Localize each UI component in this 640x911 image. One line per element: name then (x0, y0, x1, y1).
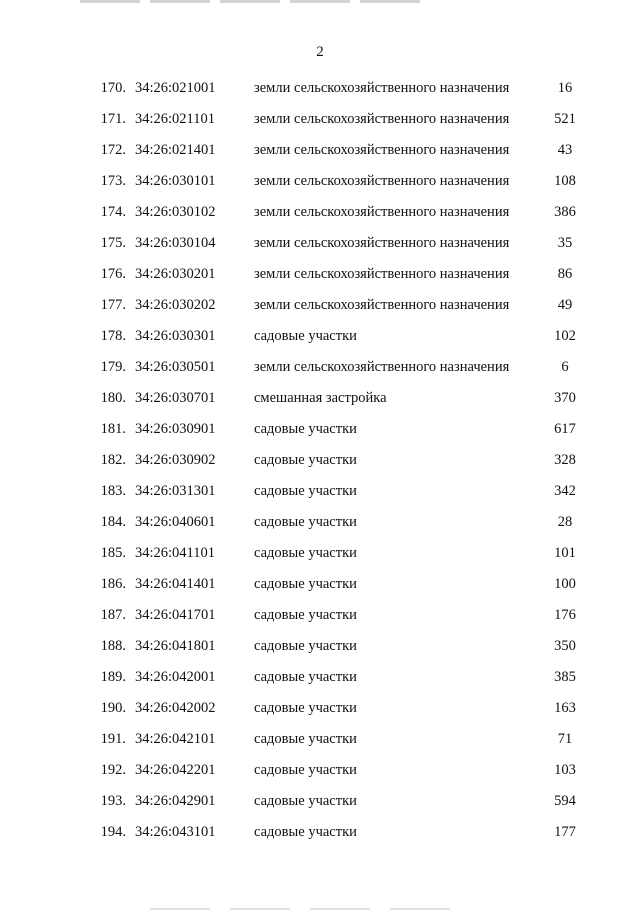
scan-artifact-bottom (150, 908, 470, 910)
cadastral-code: 34:26:030701 (135, 390, 216, 406)
row-number: 190. (100, 700, 126, 716)
area-value: 350 (554, 638, 576, 654)
row-number: 192. (100, 762, 126, 778)
land-category: земли сельскохозяйственного назначения (254, 359, 510, 375)
cadastral-code: 34:26:041401 (135, 576, 216, 592)
table-row (0, 786, 640, 817)
area-value: 328 (554, 452, 576, 468)
land-category: земли сельскохозяйственного назначения (254, 266, 510, 282)
table-row (0, 321, 640, 352)
cadastral-code: 34:26:030902 (135, 452, 216, 468)
table-row (0, 600, 640, 631)
cadastral-code: 34:26:041801 (135, 638, 216, 654)
cadastral-code: 34:26:030501 (135, 359, 216, 375)
area-value: 617 (554, 421, 576, 437)
land-category: садовые участки (254, 607, 357, 623)
cadastral-code: 34:26:021001 (135, 80, 216, 96)
cadastral-code: 34:26:042002 (135, 700, 216, 716)
area-value: 49 (557, 297, 573, 313)
row-number: 178. (100, 328, 126, 344)
cadastral-code: 34:26:042901 (135, 793, 216, 809)
area-value: 43 (557, 142, 573, 158)
land-category: земли сельскохозяйственного назначения (254, 297, 510, 313)
table-row (0, 166, 640, 197)
land-category: садовые участки (254, 700, 357, 716)
cadastral-code: 34:26:042001 (135, 669, 216, 685)
area-value: 342 (554, 483, 576, 499)
land-category: земли сельскохозяйственного назначения (254, 173, 510, 189)
table-row (0, 538, 640, 569)
area-value: 594 (554, 793, 576, 809)
row-number: 183. (100, 483, 126, 499)
area-value: 100 (554, 576, 576, 592)
area-value: 6 (561, 359, 569, 375)
table-row (0, 135, 640, 166)
page-number: 2 (316, 44, 324, 60)
table-row (0, 817, 640, 848)
cadastral-code: 34:26:043101 (135, 824, 216, 840)
cadastral-code: 34:26:040601 (135, 514, 216, 530)
table-row (0, 73, 640, 104)
cadastral-code: 34:26:030901 (135, 421, 216, 437)
cadastral-code: 34:26:030201 (135, 266, 216, 282)
land-category: смешанная застройка (254, 390, 387, 406)
row-number: 172. (100, 142, 126, 158)
row-number: 185. (100, 545, 126, 561)
area-value: 386 (554, 204, 576, 220)
row-number: 189. (100, 669, 126, 685)
row-number: 186. (100, 576, 126, 592)
land-category: садовые участки (254, 483, 357, 499)
table-row (0, 476, 640, 507)
area-value: 385 (554, 669, 576, 685)
row-number: 171. (100, 111, 126, 127)
land-category: садовые участки (254, 731, 357, 747)
land-category: земли сельскохозяйственного назначения (254, 142, 510, 158)
row-number: 193. (100, 793, 126, 809)
scan-artifact-top (80, 0, 420, 3)
table-row (0, 445, 640, 476)
row-number: 173. (100, 173, 126, 189)
row-number: 170. (100, 80, 126, 96)
land-category: садовые участки (254, 452, 357, 468)
land-category: садовые участки (254, 421, 357, 437)
row-number: 187. (100, 607, 126, 623)
cadastral-code: 34:26:042101 (135, 731, 216, 747)
row-number: 194. (100, 824, 126, 840)
table-row (0, 631, 640, 662)
land-category: садовые участки (254, 824, 357, 840)
land-category: земли сельскохозяйственного назначения (254, 111, 510, 127)
table-row (0, 755, 640, 786)
land-category: земли сельскохозяйственного назначения (254, 80, 510, 96)
cadastral-code: 34:26:041101 (135, 545, 216, 561)
area-value: 521 (554, 111, 576, 127)
cadastral-code: 34:26:030101 (135, 173, 216, 189)
row-number: 188. (100, 638, 126, 654)
table-row (0, 507, 640, 538)
land-category: земли сельскохозяйственного назначения (254, 235, 510, 251)
row-number: 176. (100, 266, 126, 282)
row-number: 175. (100, 235, 126, 251)
area-value: 16 (557, 80, 573, 96)
area-value: 177 (554, 824, 576, 840)
cadastral-code: 34:26:030301 (135, 328, 216, 344)
row-number: 174. (100, 204, 126, 220)
land-category: земли сельскохозяйственного назначения (254, 204, 510, 220)
cadastral-code: 34:26:041701 (135, 607, 216, 623)
area-value: 35 (557, 235, 573, 251)
cadastral-code: 34:26:042201 (135, 762, 216, 778)
area-value: 101 (554, 545, 576, 561)
table-row (0, 414, 640, 445)
table-row (0, 290, 640, 321)
row-number: 182. (100, 452, 126, 468)
table-row (0, 197, 640, 228)
row-number: 184. (100, 514, 126, 530)
land-category: садовые участки (254, 328, 357, 344)
row-number: 191. (100, 731, 126, 747)
area-value: 176 (554, 607, 576, 623)
row-number: 179. (100, 359, 126, 375)
cadastral-code: 34:26:021401 (135, 142, 216, 158)
land-category: садовые участки (254, 576, 357, 592)
row-number: 181. (100, 421, 126, 437)
land-plots-table (0, 73, 640, 848)
area-value: 163 (554, 700, 576, 716)
cadastral-code: 34:26:030102 (135, 204, 216, 220)
cadastral-code: 34:26:021101 (135, 111, 216, 127)
table-row (0, 724, 640, 755)
table-row (0, 569, 640, 600)
area-value: 103 (554, 762, 576, 778)
land-category: садовые участки (254, 638, 357, 654)
cadastral-code: 34:26:031301 (135, 483, 216, 499)
land-category: садовые участки (254, 669, 357, 685)
table-row (0, 383, 640, 414)
cadastral-code: 34:26:030202 (135, 297, 216, 313)
cadastral-code: 34:26:030104 (135, 235, 216, 251)
area-value: 28 (557, 514, 573, 530)
table-row (0, 228, 640, 259)
row-number: 180. (100, 390, 126, 406)
area-value: 102 (554, 328, 576, 344)
table-row (0, 352, 640, 383)
table-row (0, 104, 640, 135)
table-row (0, 662, 640, 693)
area-value: 108 (554, 173, 576, 189)
area-value: 71 (557, 731, 573, 747)
table-row (0, 259, 640, 290)
land-category: садовые участки (254, 762, 357, 778)
land-category: садовые участки (254, 545, 357, 561)
area-value: 86 (557, 266, 573, 282)
area-value: 370 (554, 390, 576, 406)
table-row (0, 693, 640, 724)
land-category: садовые участки (254, 793, 357, 809)
land-category: садовые участки (254, 514, 357, 530)
row-number: 177. (100, 297, 126, 313)
